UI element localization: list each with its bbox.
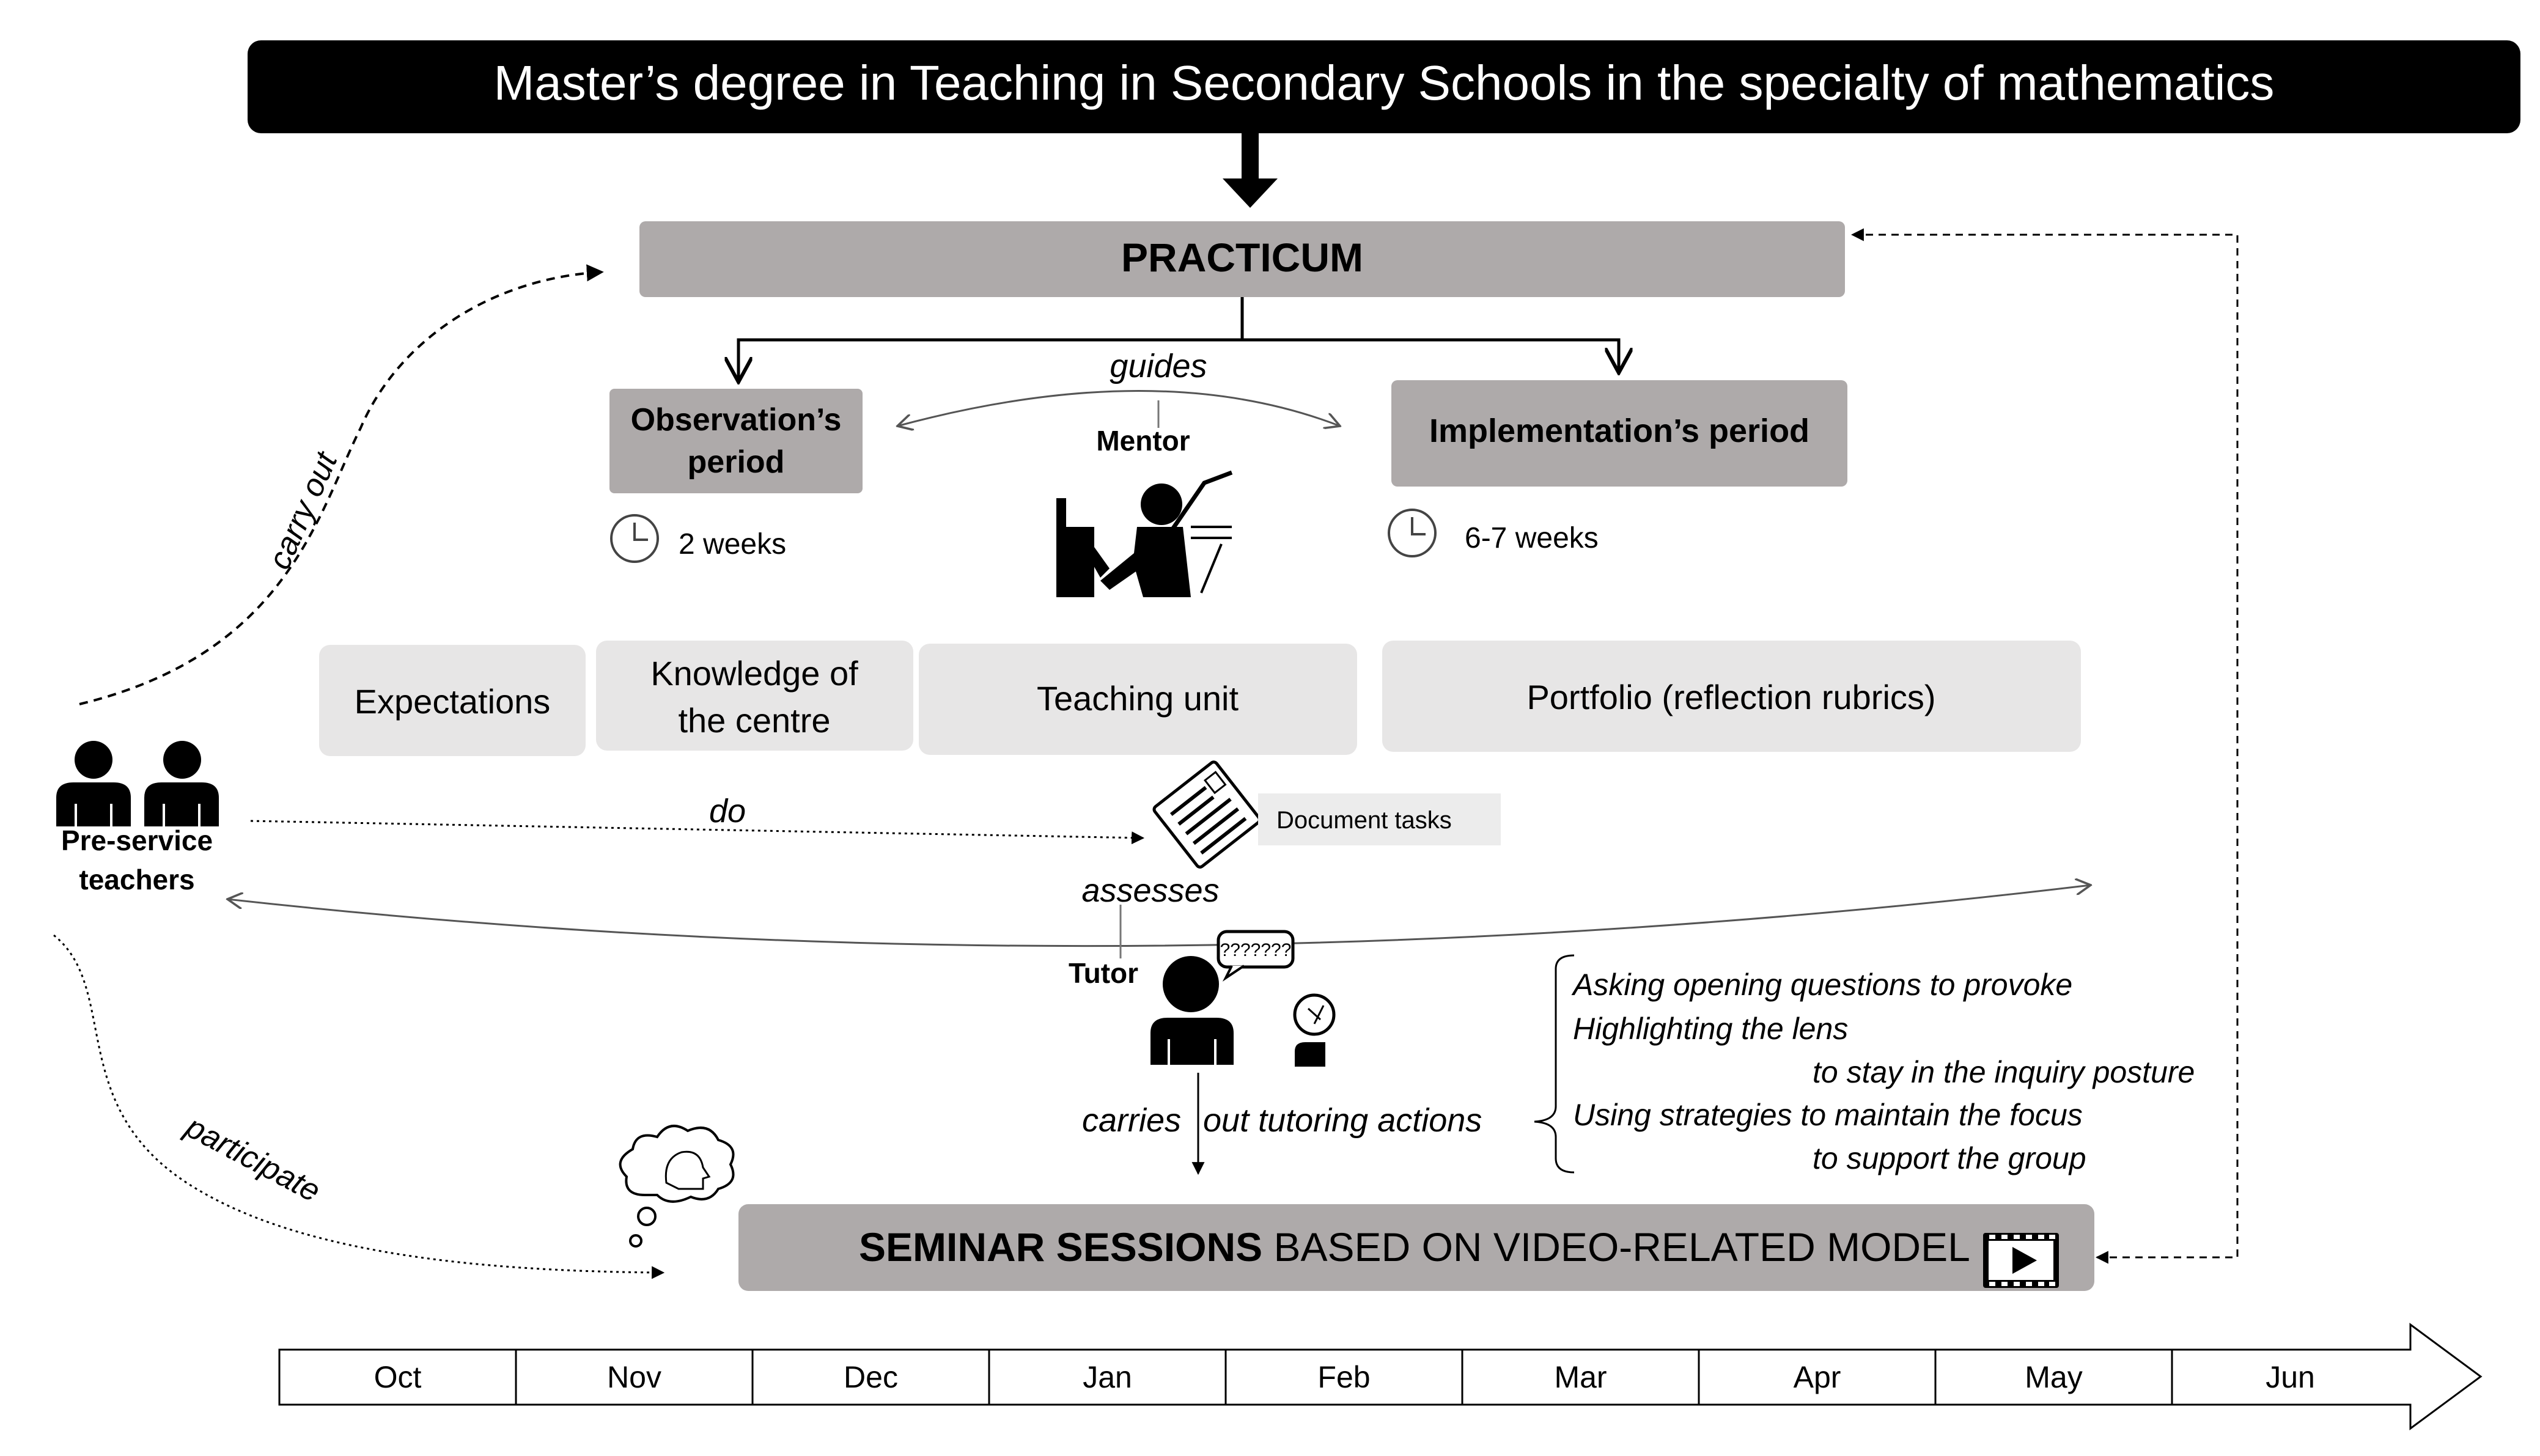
do-label: do — [709, 793, 746, 829]
participate-label: participate — [180, 1109, 326, 1210]
observation-period-box — [609, 389, 863, 493]
seminar-text — [859, 1224, 1970, 1270]
guides-label: guides — [1110, 348, 1207, 384]
document-tasks-icon — [1153, 760, 1261, 869]
tutor-label: Tutor — [1068, 957, 1139, 989]
teaching-unit-label: Teaching unit — [1036, 679, 1239, 718]
implementation-duration: 6-7 weeks — [1465, 522, 1599, 554]
timeline-month-dec: Dec — [844, 1360, 898, 1394]
preservice-line1: Pre-service — [61, 825, 213, 856]
observation-duration: 2 weeks — [679, 528, 787, 561]
out-tutoring-label: out tutoring actions — [1203, 1102, 1482, 1139]
timeline-month-may: May — [2025, 1360, 2083, 1394]
preservice-line2: teachers — [79, 864, 195, 895]
tutoring-action-4: Using strategies to maintain the focus — [1573, 1098, 2083, 1132]
timeline-month-feb: Feb — [1317, 1360, 1371, 1394]
practicum-box — [639, 221, 1845, 297]
guides-arrow — [897, 391, 1340, 427]
title-banner — [248, 40, 2520, 133]
practicum-label: PRACTICUM — [1121, 235, 1363, 280]
assesses-label: assesses — [1081, 872, 1220, 909]
expectations-box — [319, 645, 586, 756]
knowledge-centre-box — [596, 641, 913, 751]
timeline-month-mar: Mar — [1554, 1360, 1607, 1394]
mentor-icon — [1056, 472, 1232, 597]
tutoring-action-2: Highlighting the lens — [1573, 1012, 1849, 1046]
carry-out-arrow — [79, 272, 602, 704]
tutor-bubble-text: ??????? — [1220, 940, 1292, 960]
portfolio-box — [1382, 641, 2081, 752]
seminar-bold: SEMINAR SESSIONS — [859, 1224, 1263, 1270]
clock-icon — [1389, 510, 1435, 556]
teaching-unit-box — [919, 644, 1357, 755]
portfolio-label: Portfolio (reflection rubrics) — [1526, 678, 1936, 716]
tutoring-actions-list — [1571, 968, 2195, 1175]
observation-line2: period — [687, 444, 785, 480]
tutoring-action-1: Asking opening questions to provoke — [1573, 968, 2073, 1002]
do-arrow — [251, 821, 1143, 838]
thinking-head-icon — [620, 1126, 734, 1246]
timeline-month-jan: Jan — [1083, 1360, 1132, 1394]
timeline — [279, 1325, 2481, 1428]
tutoring-action-5: to support the group — [1813, 1141, 2086, 1175]
video-play-icon — [1983, 1233, 2059, 1288]
carries-label: carries — [1082, 1102, 1182, 1139]
expectations-label: Expectations — [354, 682, 551, 721]
document-tasks-label: Document tasks — [1276, 807, 1452, 834]
document-tasks-box — [1258, 793, 1501, 845]
title-to-practicum-arrow — [1223, 133, 1278, 208]
preservice-teachers-icon — [56, 741, 219, 826]
knowledge-line1: Knowledge of — [650, 654, 858, 693]
tutoring-action-3: to stay in the inquiry posture — [1813, 1055, 2195, 1089]
implementation-label: Implementation’s period — [1429, 413, 1810, 449]
tutor-icon — [1150, 932, 1334, 1067]
title-text: Master’s degree in Teaching in Secondary Schools in the specialty of mathematics — [493, 56, 2275, 110]
clock-icon — [611, 515, 658, 562]
seminar-rest: BASED ON VIDEO-RELATED MODEL — [1262, 1224, 1970, 1270]
participate-arrow — [54, 935, 663, 1273]
tutoring-actions-brace — [1534, 955, 1574, 1172]
knowledge-line2: the centre — [678, 701, 831, 740]
timeline-month-nov: Nov — [607, 1360, 661, 1394]
carry-out-label: carry out — [261, 447, 345, 575]
implementation-period-box — [1391, 380, 1847, 487]
seminar-sessions-box — [738, 1204, 2094, 1291]
timeline-month-jun: Jun — [2266, 1360, 2315, 1394]
timeline-month-oct: Oct — [374, 1360, 422, 1394]
timeline-month-apr: Apr — [1793, 1360, 1841, 1394]
observation-line1: Observation’s — [630, 402, 842, 438]
mentor-label: Mentor — [1096, 425, 1190, 457]
